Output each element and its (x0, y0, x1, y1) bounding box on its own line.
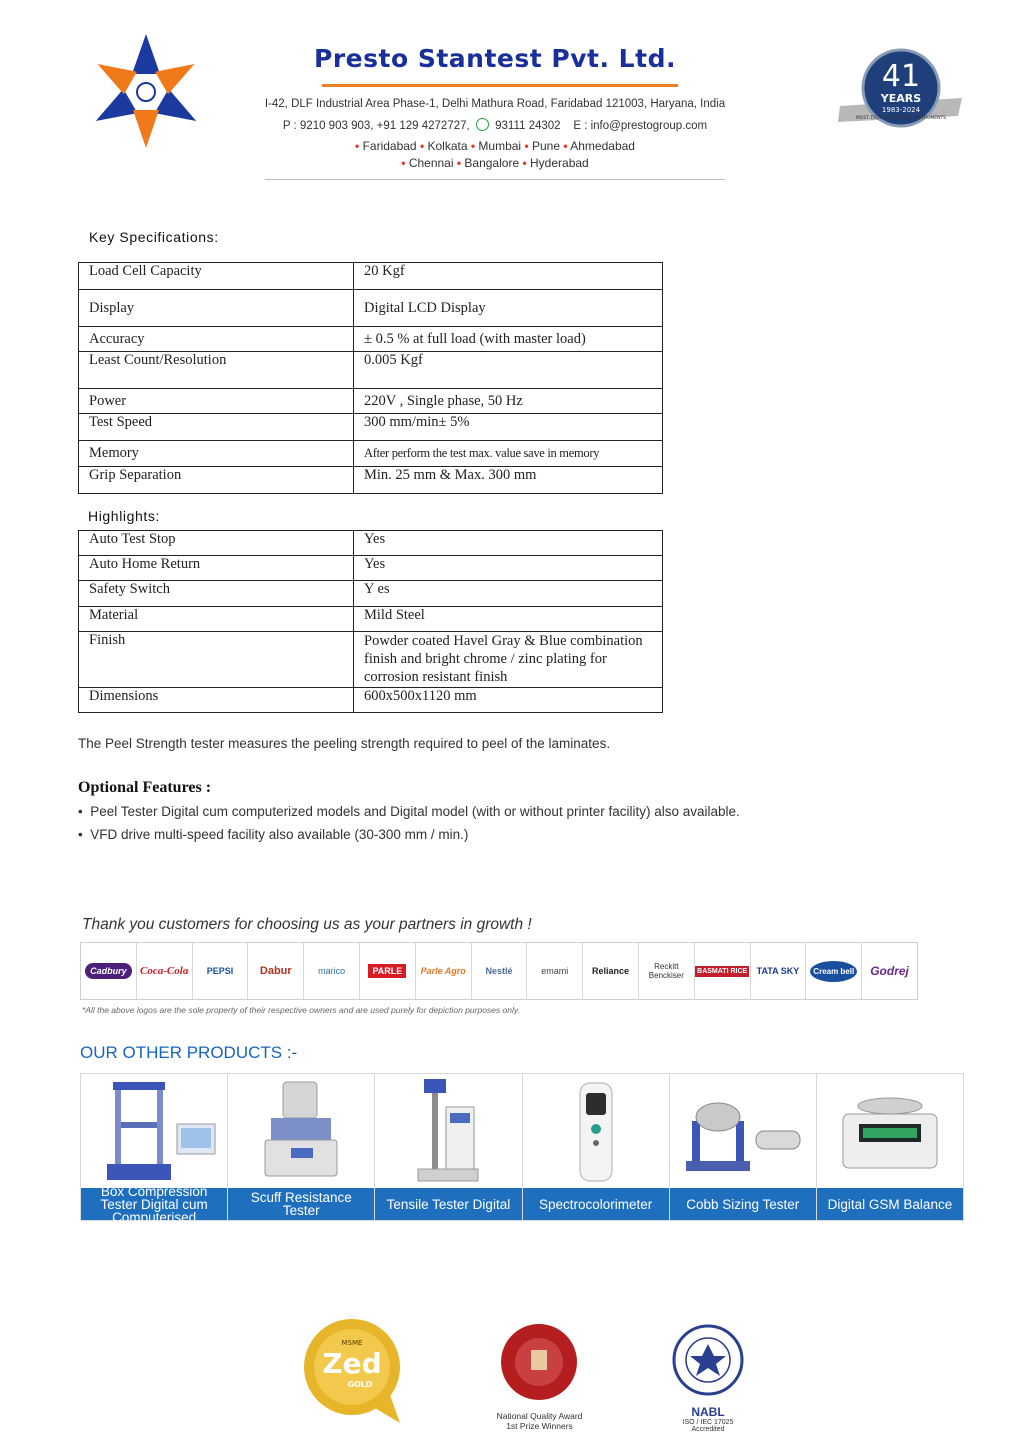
reckitt-benckiser-logo: Reckitt Benckiser (639, 943, 695, 999)
spec-label: Accuracy (79, 327, 354, 352)
spec-label: Power (79, 389, 354, 414)
table-row (79, 632, 663, 688)
parle-agro-logo: Parle Agro (416, 943, 472, 999)
spec-label: Load Cell Capacity (79, 263, 354, 290)
emami-logo: emami (527, 943, 583, 999)
gsm-balance-icon (817, 1074, 963, 1188)
parle-logo: PARLE (360, 943, 416, 999)
highlight-label: Material (79, 607, 354, 632)
optional-feature-text: Peel Tester Digital cum computerized models and Digital model (with or without printer facility) also available. (90, 804, 740, 819)
highlight-label: Auto Test Stop (79, 531, 354, 556)
spec-label: Display (79, 290, 354, 327)
nabl-accreditation (668, 1322, 748, 1437)
award-line2: 1st Prize Winners (506, 1421, 573, 1431)
tensile-tester-icon (375, 1074, 521, 1188)
spec-value: 20 Kgf (354, 263, 663, 290)
email-address[interactable]: E : info@prestogroup.com (573, 120, 708, 132)
city: Chennai (408, 156, 454, 170)
table-row (79, 441, 663, 467)
product-card[interactable] (228, 1074, 375, 1220)
highlight-value: 600x500x1120 mm (354, 688, 663, 713)
product-label: Scuff Resistance Tester (228, 1188, 374, 1220)
nabl-title: NABL (691, 1405, 725, 1419)
city: Ahmedabad (570, 139, 635, 153)
phone-numbers: P : 9210 903 903, +91 129 4272727, (282, 120, 470, 132)
product-card[interactable] (817, 1074, 963, 1220)
spectrocolorimeter-icon (523, 1074, 669, 1188)
whatsapp-number: 93111 24302 (495, 120, 561, 132)
dabur-logo: Dabur (248, 943, 304, 999)
spec-value: 220V , Single phase, 50 Hz (354, 389, 663, 414)
spec-value: Digital LCD Display (354, 290, 663, 327)
basmati-rice-logo: BASMATI RICE (695, 943, 751, 999)
table-row (79, 414, 663, 441)
city: Mumbai (478, 139, 522, 153)
table-row (79, 290, 663, 327)
tata-sky-logo: TATA SKY (751, 943, 807, 999)
anniversary-badge-icon (836, 46, 966, 138)
national-quality-award (487, 1318, 592, 1438)
customers-thanks-text: Thank you customers for choosing us as your partners in growth ! (82, 916, 532, 933)
svg-text:41: 41 (881, 59, 921, 94)
logos-disclaimer: *All the above logos are the sole property of their respective owners and are used purely for depiction purposes only. (82, 1005, 520, 1015)
optional-feature-item: • Peel Tester Digital cum computerized models and Digital model (with or without printer facility) also available. (78, 804, 740, 819)
title-underline (322, 84, 678, 87)
key-specifications-table (78, 262, 663, 494)
product-description: The Peel Strength tester measures the peeling strength required to peel of the laminates. (78, 736, 611, 751)
product-label: Cobb Sizing Tester (670, 1188, 816, 1220)
nestle-logo: Nestlé (472, 943, 528, 999)
svg-text:YEARS: YEARS (880, 92, 922, 105)
city: Pune (532, 139, 561, 153)
highlights-title: Highlights: (88, 508, 160, 524)
zed-gold-certificate-icon (300, 1315, 410, 1430)
product-card[interactable] (81, 1074, 228, 1225)
box-compression-tester-icon (81, 1074, 227, 1188)
highlight-value: Mild Steel (354, 607, 663, 632)
svg-text:MOST TRUSTED TESTING INSTRUMEN: MOST TRUSTED TESTING INSTRUMENTS (855, 116, 947, 121)
table-row (79, 327, 663, 352)
highlight-label: Auto Home Return (79, 556, 354, 581)
highlights-table (78, 530, 663, 713)
contact-line (250, 118, 740, 132)
branch-cities-line1: • Faridabad • Kolkata • Mumbai • Pune • Ahmedabad (355, 139, 635, 153)
nabl-emblem-icon (668, 1322, 748, 1400)
svg-text:1983-2024: 1983-2024 (881, 106, 921, 114)
msme-award-emblem-icon (487, 1318, 592, 1406)
optional-features-title: Optional Features : (78, 779, 212, 796)
highlight-value: Yes (354, 556, 663, 581)
whatsapp-icon (476, 118, 489, 131)
customer-logos-strip (80, 942, 918, 1000)
product-card[interactable] (523, 1074, 670, 1220)
highlight-value: Y es (354, 581, 663, 607)
product-label: Digital GSM Balance (817, 1188, 963, 1220)
spec-value: 300 mm/min± 5% (354, 414, 663, 441)
cobb-sizing-tester-icon (670, 1074, 816, 1188)
city: Faridabad (362, 139, 417, 153)
company-name: Presto Stantest Pvt. Ltd. (314, 44, 676, 73)
spec-value: 0.005 Kgf (354, 352, 663, 389)
company-logo-icon (86, 30, 206, 150)
table-row (79, 352, 663, 389)
spec-label: Least Count/Resolution (79, 352, 354, 389)
highlight-label: Finish (79, 632, 354, 688)
branch-cities-line2: • Chennai • Bangalore • Hyderabad (401, 156, 589, 170)
godrej-logo: Godrej (870, 964, 909, 978)
header-divider (265, 179, 725, 180)
city: Hyderabad (530, 156, 589, 170)
scuff-resistance-tester-icon (228, 1074, 374, 1188)
other-products-title: OUR OTHER PRODUCTS :- (80, 1043, 298, 1062)
award-line1: National Quality Award (496, 1411, 583, 1421)
product-label: Spectrocolorimeter (523, 1188, 669, 1220)
company-address: I-42, DLF Industrial Area Phase-1, Delhi Mathura Road, Faridabad 121003, Haryana, India (264, 98, 726, 110)
table-row (79, 581, 663, 607)
pepsi-logo: PEPSI (193, 943, 249, 999)
optional-feature-item: • VFD drive multi-speed facility also available (30-300 mm / min.) (78, 827, 469, 842)
cadbury-logo: Cadbury (81, 943, 137, 999)
cream-bell-logo: Cream bell (806, 943, 862, 999)
coca-cola-logo: Coca-Cola (137, 943, 193, 999)
table-row (79, 467, 663, 494)
spec-value: ± 0.5 % at full load (with master load) (354, 327, 663, 352)
nabl-standard: ISO / IEC 17025 (682, 1419, 734, 1426)
highlight-label: Safety Switch (79, 581, 354, 607)
product-card[interactable] (375, 1074, 522, 1220)
highlight-value: Powder coated Havel Gray & Blue combination finish and bright chrome / zinc plating for corrosion resistant finish (354, 632, 663, 688)
table-row (79, 607, 663, 632)
marico-logo: marico (304, 943, 360, 999)
table-row (79, 688, 663, 713)
highlight-value: Yes (354, 531, 663, 556)
reliance-logo: Reliance (583, 943, 639, 999)
table-row (79, 389, 663, 414)
svg-text:GOLD: GOLD (347, 1380, 373, 1389)
product-label: Tensile Tester Digital (375, 1188, 521, 1220)
key-specifications-title: Key Specifications: (89, 229, 219, 245)
svg-text:Zed: Zed (322, 1347, 382, 1380)
nabl-status: Accredited (691, 1426, 725, 1433)
city: Kolkata (427, 139, 468, 153)
optional-feature-text: VFD drive multi-speed facility also available (30-300 mm / min.) (90, 827, 469, 842)
highlight-label: Dimensions (79, 688, 354, 713)
spec-label: Test Speed (79, 414, 354, 441)
product-card[interactable] (670, 1074, 817, 1220)
svg-text:MSME: MSME (341, 1339, 363, 1347)
table-row (79, 531, 663, 556)
spec-value: After perform the test max. value save in memory (354, 441, 663, 467)
table-row (79, 556, 663, 581)
spec-label: Grip Separation (79, 467, 354, 494)
spec-value: Min. 25 mm & Max. 300 mm (354, 467, 663, 494)
table-row (79, 263, 663, 290)
city: Bangalore (464, 156, 520, 170)
spec-label: Memory (79, 441, 354, 467)
product-label: Box Compression Tester Digital cum Computerised (81, 1188, 227, 1220)
other-products-grid (80, 1073, 964, 1225)
